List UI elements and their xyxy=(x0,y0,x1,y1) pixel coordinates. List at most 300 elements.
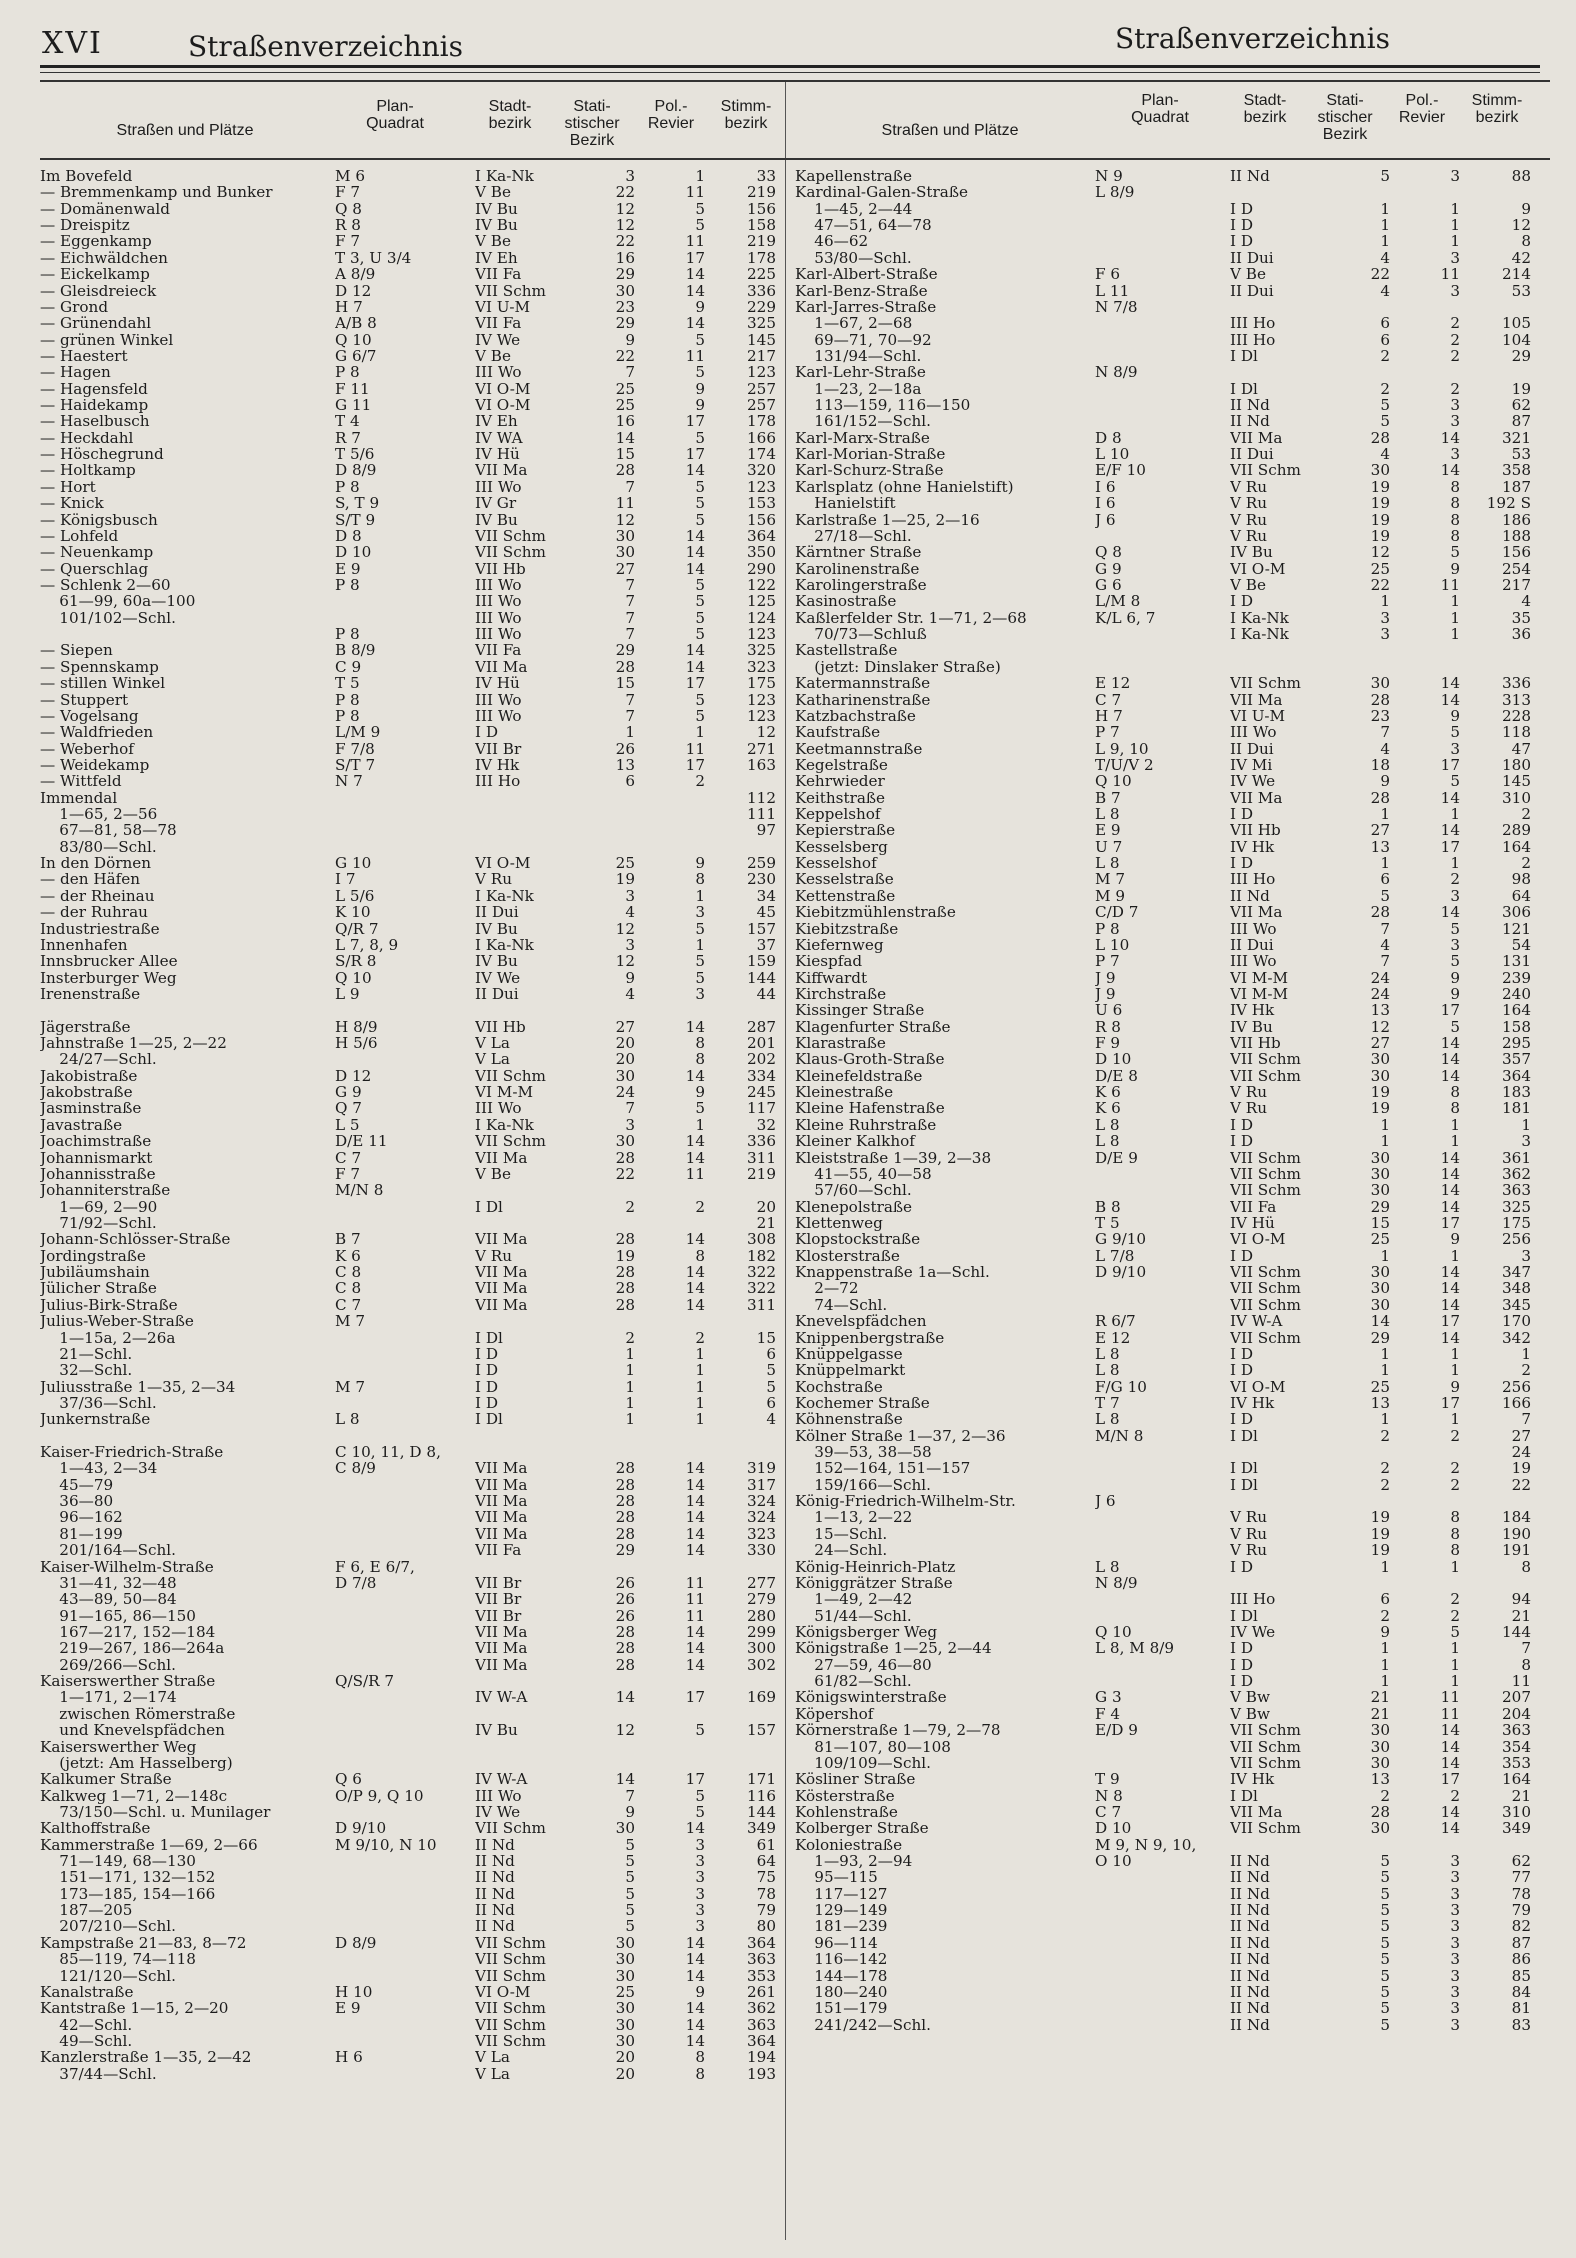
street-name: 73/150—Schl. u. Munilager xyxy=(40,1803,271,1821)
plan-quadrat: L 9, 10 xyxy=(1095,740,1149,757)
table-row xyxy=(795,1460,1550,1476)
street-name: 83/80—Schl. xyxy=(40,838,157,856)
street-name: und Knevelspfädchen xyxy=(40,1722,225,1739)
pol-revier: 3 xyxy=(695,903,705,922)
table-row xyxy=(40,446,795,462)
stadtbezirk: II Nd xyxy=(1230,168,1270,185)
stat-bezirk: 1 xyxy=(1380,1344,1390,1363)
stat-bezirk: 6 xyxy=(1380,330,1390,349)
plan-quadrat: C 8/9 xyxy=(335,1460,376,1477)
street-name: Joachimstraße xyxy=(40,1133,152,1150)
table-row xyxy=(40,1624,795,1640)
pol-revier: 1 xyxy=(695,1393,705,1412)
stimmbezirk: 15 xyxy=(756,1328,776,1347)
stadtbezirk: I D xyxy=(1230,1247,1254,1265)
street-name: Kochemer Straße xyxy=(795,1394,930,1412)
stimmbezirk: 3 xyxy=(1521,1246,1531,1265)
plan-quadrat: H 7 xyxy=(335,298,363,316)
stadtbezirk: II Dui xyxy=(475,985,519,1003)
stimmbezirk: 345 xyxy=(1502,1295,1531,1314)
stadtbezirk: VII Hb xyxy=(1230,1035,1281,1052)
stimmbezirk: 159 xyxy=(747,952,776,971)
pol-revier: 2 xyxy=(1450,379,1460,398)
stimmbezirk: 362 xyxy=(747,1999,776,2018)
table-row xyxy=(40,2066,795,2082)
stimmbezirk: 1 xyxy=(1521,1344,1531,1363)
stadtbezirk: V Ru xyxy=(475,871,513,888)
table-row xyxy=(795,1002,1550,1018)
street-name: Knippenbergstraße xyxy=(795,1329,945,1346)
pol-revier: 14 xyxy=(1440,1737,1460,1756)
stat-bezirk: 5 xyxy=(1380,886,1390,905)
street-name: Jasminstraße xyxy=(40,1100,142,1117)
plan-quadrat: M 9, N 9, 10, xyxy=(1095,1836,1197,1854)
plan-quadrat: P 8 xyxy=(335,364,360,381)
stimmbezirk: 166 xyxy=(1502,1393,1531,1412)
stat-bezirk: 27 xyxy=(1370,821,1390,840)
street-name: Jakobistraße xyxy=(40,1067,138,1085)
street-name: 24—Schl. xyxy=(795,1542,888,1559)
stimmbezirk: 123 xyxy=(747,363,776,382)
stat-bezirk: 30 xyxy=(1370,1263,1390,1282)
street-name: Jordingstraße xyxy=(40,1247,146,1265)
table-row xyxy=(795,708,1550,724)
table-row xyxy=(795,1837,1550,1853)
pol-revier: 8 xyxy=(1450,1541,1460,1560)
stimmbezirk: 22 xyxy=(1511,1475,1531,1494)
street-name: 43—89, 50—84 xyxy=(40,1591,177,1608)
stimmbezirk: 24 xyxy=(1511,1443,1531,1462)
plan-quadrat: Q 10 xyxy=(335,331,372,348)
stadtbezirk: VII Br xyxy=(475,1574,522,1592)
stadtbezirk: I D xyxy=(475,1394,499,1412)
table-row xyxy=(795,1706,1550,1722)
plan-quadrat: I 7 xyxy=(335,871,356,888)
stat-bezirk: 21 xyxy=(1370,1688,1390,1707)
street-name: 27/18—Schl. xyxy=(795,527,912,545)
stat-bezirk: 1 xyxy=(1380,1132,1390,1151)
stimmbezirk: 171 xyxy=(747,1770,776,1789)
pol-revier: 17 xyxy=(1440,837,1460,856)
table-row xyxy=(795,217,1550,233)
plan-quadrat: G 11 xyxy=(335,397,372,414)
pol-revier: 5 xyxy=(1450,919,1460,938)
stat-bezirk: 12 xyxy=(615,919,635,938)
pol-revier: 8 xyxy=(1450,510,1460,529)
plan-quadrat: L 10 xyxy=(1095,936,1130,954)
stimmbezirk: 348 xyxy=(1502,1279,1531,1298)
stat-bezirk: 1 xyxy=(1380,1246,1390,1265)
stat-bezirk: 5 xyxy=(625,1901,635,1920)
table-row xyxy=(40,315,795,331)
street-name: Klopstockstraße xyxy=(795,1231,921,1248)
table-row xyxy=(795,528,1550,544)
stimmbezirk: 62 xyxy=(1511,1852,1531,1871)
table-row xyxy=(40,1362,795,1378)
pol-revier: 1 xyxy=(1450,854,1460,873)
stat-bezirk: 22 xyxy=(615,1164,635,1183)
stadtbezirk: VII Ma xyxy=(475,1509,528,1526)
street-name: 61/82—Schl. xyxy=(795,1673,912,1690)
table-row xyxy=(795,1755,1550,1771)
table-row xyxy=(40,528,795,544)
stimmbezirk: 225 xyxy=(747,265,776,284)
street-name: — Hort xyxy=(40,478,96,496)
street-name: 113—159, 116—150 xyxy=(795,397,971,414)
plan-quadrat: R 7 xyxy=(335,429,361,447)
pol-revier: 5 xyxy=(695,575,705,594)
stadtbezirk: I Dl xyxy=(1230,1476,1258,1494)
street-name: 117—127 xyxy=(795,1885,888,1903)
col-header-stat: Stati- stischer Bezirk xyxy=(564,98,620,149)
pol-revier: 2 xyxy=(1450,346,1460,365)
table-row xyxy=(40,2017,795,2033)
table-row xyxy=(40,626,795,642)
stimmbezirk: 214 xyxy=(1502,265,1531,284)
table-row xyxy=(795,1509,1550,1525)
stimmbezirk: 277 xyxy=(747,1573,776,1592)
stimmbezirk: 164 xyxy=(1502,837,1531,856)
stat-bezirk: 6 xyxy=(1380,1590,1390,1609)
street-name: Koloniestraße xyxy=(795,1836,903,1854)
pol-revier: 8 xyxy=(1450,494,1460,513)
stimmbezirk: 12 xyxy=(756,723,776,742)
stadtbezirk: III Wo xyxy=(1230,920,1277,937)
table-row xyxy=(40,904,795,920)
stadtbezirk: V Be xyxy=(475,184,511,201)
street-name: In den Dörnen xyxy=(40,855,152,872)
pol-revier: 9 xyxy=(1450,706,1460,725)
stat-bezirk: 3 xyxy=(625,1115,635,1134)
pol-revier: 2 xyxy=(1450,330,1460,349)
street-name: — Wittfeld xyxy=(40,773,122,790)
stimmbezirk: 259 xyxy=(747,854,776,873)
plan-quadrat: E 12 xyxy=(1095,1329,1131,1346)
stadtbezirk: VII Hb xyxy=(475,560,526,577)
stat-bezirk: 1 xyxy=(1380,232,1390,251)
plan-quadrat: D 8 xyxy=(335,527,362,545)
stat-bezirk: 1 xyxy=(1380,592,1390,611)
pol-revier: 5 xyxy=(695,216,705,235)
stat-bezirk: 30 xyxy=(1370,1148,1390,1167)
table-row xyxy=(40,1542,795,1558)
stimmbezirk: 357 xyxy=(1502,1050,1531,1069)
stadtbezirk: I D xyxy=(1230,855,1254,872)
stadtbezirk: VII Ma xyxy=(1230,904,1283,921)
stat-bezirk: 1 xyxy=(625,723,635,742)
street-name: Kanzlerstraße 1—35, 2—42 xyxy=(40,2049,252,2066)
plan-quadrat: D 7/8 xyxy=(335,1574,377,1592)
table-row xyxy=(795,839,1550,855)
stat-bezirk: 29 xyxy=(615,641,635,660)
stadtbezirk: III Wo xyxy=(475,593,522,610)
pol-revier: 1 xyxy=(1450,1115,1460,1134)
table-row xyxy=(795,315,1550,331)
stat-bezirk: 12 xyxy=(1370,1017,1390,1036)
pol-revier: 3 xyxy=(1450,1933,1460,1952)
street-name: Karlstraße 1—25, 2—16 xyxy=(795,511,980,528)
stadtbezirk: I Ka-Nk xyxy=(475,168,534,185)
table-row xyxy=(795,773,1550,789)
table-row xyxy=(795,2017,1550,2033)
street-name: 1—93, 2—94 xyxy=(795,1853,913,1870)
stadtbezirk: I D xyxy=(1230,1411,1254,1428)
table-row xyxy=(795,593,1550,609)
street-name: Kegelstraße xyxy=(795,756,888,774)
street-name: — Grond xyxy=(40,298,109,316)
stadtbezirk: II Nd xyxy=(475,1885,515,1903)
stat-bezirk: 1 xyxy=(1380,199,1390,218)
street-name: Kanalstraße xyxy=(40,1983,134,2001)
street-name: Klosterstraße xyxy=(795,1247,900,1265)
stat-bezirk: 13 xyxy=(615,755,635,774)
rows-right xyxy=(795,160,1550,2033)
stadtbezirk: I Ka-Nk xyxy=(1230,609,1289,627)
stimmbezirk: 310 xyxy=(1502,788,1531,807)
table-row xyxy=(40,1100,795,1116)
street-name: 207/210—Schl. xyxy=(40,1918,176,1935)
plan-quadrat: C 10, 11, D 8, xyxy=(335,1444,441,1461)
stadtbezirk: IV We xyxy=(475,1803,521,1821)
plan-quadrat: L 8 xyxy=(1095,855,1120,872)
table-row xyxy=(40,201,795,217)
street-name: Kardinal-Galen-Straße xyxy=(795,184,968,201)
table-row xyxy=(40,1722,795,1738)
stimmbezirk: 256 xyxy=(1502,1230,1531,1249)
street-name: Kohlenstraße xyxy=(795,1803,898,1821)
stimmbezirk: 6 xyxy=(766,1344,776,1363)
pol-revier: 3 xyxy=(695,1917,705,1936)
table-row xyxy=(795,675,1550,691)
pol-revier: 1 xyxy=(1450,1672,1460,1691)
table-row xyxy=(795,871,1550,887)
street-name: Kochstraße xyxy=(795,1378,883,1395)
table-row xyxy=(40,1231,795,1247)
pol-revier: 3 xyxy=(695,1884,705,1903)
stadtbezirk: I Dl xyxy=(1230,1787,1258,1804)
plan-quadrat: T 5 xyxy=(335,675,360,692)
street-name: Kaiser-Friedrich-Straße xyxy=(40,1444,224,1461)
pol-revier: 14 xyxy=(685,641,705,660)
table-row xyxy=(795,1788,1550,1804)
plan-quadrat: J 9 xyxy=(1095,985,1116,1003)
street-name: 21—Schl. xyxy=(40,1345,133,1363)
pol-revier: 5 xyxy=(1450,952,1460,971)
pol-revier: 14 xyxy=(685,1933,705,1952)
stadtbezirk: V Ru xyxy=(1230,1084,1268,1101)
pol-revier: 1 xyxy=(695,935,705,954)
stat-bezirk: 2 xyxy=(1380,1786,1390,1805)
table-row xyxy=(795,381,1550,397)
stimmbezirk: 323 xyxy=(747,657,776,676)
stimmbezirk: 219 xyxy=(747,232,776,251)
stat-bezirk: 25 xyxy=(615,854,635,873)
street-name: — Eickelkamp xyxy=(40,266,150,283)
street-name: Jakobstraße xyxy=(40,1084,133,1101)
stadtbezirk: IV Hü xyxy=(1230,1215,1275,1232)
street-name: — Haselbusch xyxy=(40,413,150,430)
stimmbezirk: 37 xyxy=(756,935,776,954)
table-row xyxy=(795,1231,1550,1247)
table-row xyxy=(795,1673,1550,1689)
stimmbezirk: 87 xyxy=(1511,1933,1531,1952)
stadtbezirk: V Ru xyxy=(1230,478,1268,496)
plan-quadrat: D 9/10 xyxy=(335,1820,387,1837)
stat-bezirk: 5 xyxy=(1380,2015,1390,2034)
pol-revier: 3 xyxy=(1450,1852,1460,1871)
stimmbezirk: 97 xyxy=(756,821,776,840)
pol-revier: 11 xyxy=(1440,575,1460,594)
pol-revier: 1 xyxy=(695,167,705,185)
table-row xyxy=(40,921,795,937)
plan-quadrat: F 11 xyxy=(335,380,370,398)
pol-revier: 11 xyxy=(685,346,705,365)
table-row xyxy=(40,1575,795,1591)
table-row xyxy=(40,1460,795,1476)
street-name: 144—178 xyxy=(795,1967,888,1984)
stimmbezirk: 219 xyxy=(747,1164,776,1183)
stat-bezirk: 1 xyxy=(625,1410,635,1429)
stat-bezirk: 20 xyxy=(615,2064,635,2083)
table-row xyxy=(40,462,795,478)
table-row xyxy=(40,2049,795,2065)
stadtbezirk: I D xyxy=(475,1378,499,1395)
stat-bezirk: 28 xyxy=(615,1622,635,1641)
stimmbezirk: 319 xyxy=(747,1459,776,1478)
table-row xyxy=(795,724,1550,740)
plan-quadrat: E/D 9 xyxy=(1095,1722,1138,1739)
pol-revier: 5 xyxy=(695,952,705,971)
pol-revier: 8 xyxy=(1450,1083,1460,1102)
stadtbezirk: VII Schm xyxy=(1230,462,1301,479)
stadtbezirk: V Bw xyxy=(1230,1689,1270,1706)
street-name: 161/152—Schl. xyxy=(795,413,931,430)
stadtbezirk: IV Bu xyxy=(475,920,518,937)
stadtbezirk: IV Bu xyxy=(475,953,518,970)
stimmbezirk: 64 xyxy=(1511,886,1531,905)
stadtbezirk: VII Ma xyxy=(475,1280,528,1297)
stadtbezirk: II Nd xyxy=(1230,1967,1270,1984)
stimmbezirk: 87 xyxy=(1511,412,1531,431)
pol-revier: 8 xyxy=(1450,477,1460,496)
stat-bezirk: 1 xyxy=(1380,854,1390,873)
stadtbezirk: VII Fa xyxy=(475,1542,522,1559)
stadtbezirk: IV Bu xyxy=(475,200,518,218)
table-row xyxy=(40,1444,795,1460)
plan-quadrat: G 9 xyxy=(1095,560,1122,577)
table-row xyxy=(795,1542,1550,1558)
stadtbezirk: VII Ma xyxy=(1230,789,1283,807)
stimmbezirk: 1 xyxy=(1521,1115,1531,1134)
stadtbezirk: I D xyxy=(1230,1656,1254,1674)
table-row xyxy=(40,544,795,560)
stadtbezirk: IV W-A xyxy=(475,1771,528,1788)
stadtbezirk: VI O-M xyxy=(475,397,531,414)
stimmbezirk: 299 xyxy=(747,1622,776,1641)
table-row xyxy=(40,675,795,691)
stat-bezirk: 12 xyxy=(615,216,635,235)
street-name: 109/109—Schl. xyxy=(795,1754,931,1772)
stadtbezirk: VII Ma xyxy=(475,1460,528,1477)
table-row xyxy=(40,1673,795,1689)
street-name: Kalkumer Straße xyxy=(40,1771,172,1788)
pol-revier: 14 xyxy=(685,1655,705,1674)
stadtbezirk: I D xyxy=(1230,806,1254,823)
stimmbezirk: 19 xyxy=(1511,379,1531,398)
plan-quadrat: F 7 xyxy=(335,184,361,201)
pol-revier: 11 xyxy=(685,1590,705,1609)
table-row xyxy=(40,1559,795,1575)
plan-quadrat: Q/S/R 7 xyxy=(335,1673,395,1690)
pol-revier: 14 xyxy=(685,1230,705,1249)
stimmbezirk: 35 xyxy=(1511,608,1531,627)
table-row xyxy=(795,1657,1550,1673)
table-row xyxy=(795,806,1550,822)
stat-bezirk: 7 xyxy=(1380,919,1390,938)
stat-bezirk: 5 xyxy=(1380,1868,1390,1887)
table-row xyxy=(795,1477,1550,1493)
plan-quadrat: L 8/9 xyxy=(1095,184,1135,201)
pol-revier: 1 xyxy=(1450,199,1460,218)
pol-revier: 5 xyxy=(695,494,705,513)
street-name: 269/266—Schl. xyxy=(40,1656,176,1674)
stimmbezirk: 279 xyxy=(747,1590,776,1609)
street-name: (jetzt: Am Hasselberg) xyxy=(40,1754,233,1772)
stadtbezirk: VII Ma xyxy=(1230,429,1283,447)
stimmbezirk: 94 xyxy=(1511,1590,1531,1609)
stat-bezirk: 29 xyxy=(615,1541,635,1560)
plan-quadrat: F 7/8 xyxy=(335,740,375,757)
stimmbezirk: 78 xyxy=(756,1884,776,1903)
table-row xyxy=(40,773,795,789)
pol-revier: 14 xyxy=(685,657,705,676)
stadtbezirk: II Nd xyxy=(1230,2016,1270,2033)
stat-bezirk: 9 xyxy=(625,1802,635,1821)
stimmbezirk: 2 xyxy=(1521,854,1531,873)
pol-revier: 3 xyxy=(695,1852,705,1871)
street-name: 32—Schl. xyxy=(40,1362,133,1379)
stadtbezirk: II Nd xyxy=(1230,887,1270,905)
street-name: — Schlenk 2—60 xyxy=(40,576,171,594)
street-name: — Stuppert xyxy=(40,691,129,708)
stat-bezirk: 21 xyxy=(1370,1704,1390,1723)
stat-bezirk: 22 xyxy=(1370,575,1390,594)
plan-quadrat: L 5 xyxy=(335,1116,360,1134)
street-name: (jetzt: Dinslaker Straße) xyxy=(795,658,1001,676)
table-row xyxy=(40,1051,795,1067)
stat-bezirk: 30 xyxy=(615,1999,635,2018)
plan-quadrat: I 6 xyxy=(1095,478,1116,496)
stadtbezirk: VII Fa xyxy=(1230,1198,1277,1215)
stimmbezirk: 2 xyxy=(1521,805,1531,824)
street-name: 31—41, 32—48 xyxy=(40,1574,177,1592)
table-row xyxy=(795,1559,1550,1575)
plan-quadrat: S, T 9 xyxy=(335,495,380,512)
stat-bezirk: 22 xyxy=(615,346,635,365)
pol-revier: 14 xyxy=(685,1492,705,1511)
plan-quadrat: M 9 xyxy=(1095,887,1126,905)
stadtbezirk: V Ru xyxy=(1230,527,1268,545)
stadtbezirk: II Dui xyxy=(1230,936,1274,954)
stadtbezirk: VII Schm xyxy=(475,1133,546,1150)
pol-revier: 1 xyxy=(695,723,705,742)
plan-quadrat: U 6 xyxy=(1095,1002,1123,1019)
stadtbezirk: III Wo xyxy=(1230,953,1277,970)
stimmbezirk: 156 xyxy=(747,199,776,218)
stadtbezirk: V Be xyxy=(475,347,511,365)
stadtbezirk: I D xyxy=(1230,1558,1254,1575)
table-row xyxy=(795,1313,1550,1329)
